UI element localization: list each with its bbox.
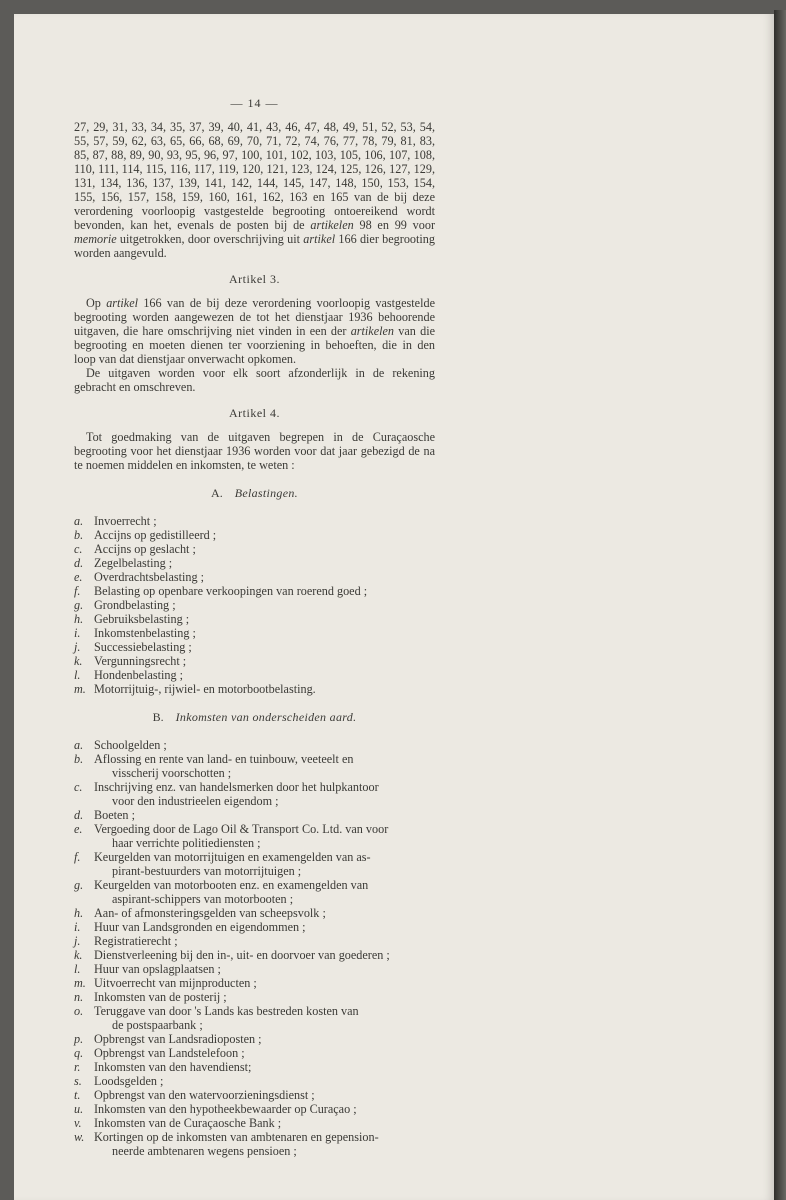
list-item (74, 654, 435, 668)
list-letter: s. (74, 1074, 82, 1088)
paragraph-artikel-166 (74, 296, 435, 366)
para2-italic-artikel: artikel (106, 296, 139, 310)
list-item (74, 556, 435, 570)
list-text (94, 1088, 435, 1102)
list-text: Successiebelasting ; (94, 640, 192, 654)
list-text (94, 976, 435, 990)
list-letter: c. (74, 780, 83, 794)
list-item (74, 878, 435, 906)
paragraph-goedmaking: Tot goedmaking van de uitgaven begrepen in de Curaçaosche begrooting voor het dienstjaar 1936 worden voor dat jaar gebezigd de na te noemen middelen en inkomsten, te weten : (74, 430, 435, 472)
document-page (14, 14, 774, 1200)
list-letter: t. (74, 1088, 81, 1102)
section-a-prefix: A. (211, 486, 223, 500)
list-text-line: Keurgelden van motorrijtuigen en examengelden van as- (94, 850, 371, 864)
list-letter: l. (74, 668, 81, 682)
list-text: Belasting op openbare verkoopingen van roerend goed ; (94, 584, 368, 598)
list-text-continuation: pirant-bestuurders van motorrijtuigen ; (112, 864, 302, 878)
list-text-line: Dienstverleening bij den in-, uit- en doorvoer van goederen ; (94, 948, 390, 962)
para1-italic-artikel: artikel (303, 232, 336, 246)
list-text-line: Opbrengst van Landstelefoon ; (94, 1046, 245, 1060)
para1-text-3: uitgetrokken, door overschrijving uit (116, 232, 304, 246)
list-item (74, 514, 435, 528)
heading-artikel-3: Artikel 3. (229, 272, 280, 286)
list-letter: h. (74, 906, 84, 920)
list-letter: q. (74, 1046, 84, 1060)
list-text: Vergunningsrecht ; (94, 654, 187, 668)
list-letter: b. (74, 752, 84, 766)
list-text-line: Aflossing en rente van land- en tuinbouw, veeteelt en (94, 752, 354, 766)
list-item (74, 976, 435, 990)
list-text (94, 1116, 435, 1130)
list-item (74, 682, 435, 696)
list-text (94, 1074, 435, 1088)
list-item (74, 738, 435, 752)
paragraph-uitgaven: De uitgaven worden voor elk soort afzonderlijk in de rekening gebracht en omschreven. (74, 366, 435, 394)
list-letter: g. (74, 598, 84, 612)
list-text (94, 822, 435, 850)
list-text: Invoerrecht ; (94, 514, 157, 528)
list-letter: i. (74, 920, 81, 934)
list-letter: d. (74, 556, 84, 570)
list-text (94, 962, 435, 976)
list-text-line: Teruggave van door 's Lands kas bestreden kosten van (94, 1004, 359, 1018)
list-item (74, 906, 435, 920)
list-text-line: Aan- of afmonsteringsgelden van scheepsvolk ; (94, 906, 326, 920)
list-text-line: Huur van Landsgronden en eigendommen ; (94, 920, 306, 934)
list-letter: h. (74, 612, 84, 626)
para1-italic-memorie: memorie (74, 232, 117, 246)
para1-text-2: 98 en 99 voor (353, 218, 436, 232)
page-content (74, 96, 435, 1158)
para2-text-3: van die begrooting en moeten dienen ter voorziening in behoeften, die in den loop van dat dienstjaar onverwacht opkomen. (74, 324, 435, 366)
list-item (74, 1074, 435, 1088)
list-text: Gebruiksbelasting ; (94, 612, 190, 626)
list-text: Accijns op gedistilleerd ; (94, 528, 217, 542)
list-text-continuation: aspirant-schippers van motorbooten ; (112, 892, 294, 906)
list-text-continuation: neerde ambtenaren wegens pensioen ; (112, 1144, 297, 1158)
section-b-prefix: B. (152, 710, 164, 724)
list-letter: e. (74, 570, 83, 584)
list-item (74, 990, 435, 1004)
list-item (74, 542, 435, 556)
list-letter: b. (74, 528, 84, 542)
list-text (94, 1102, 435, 1116)
list-text: Zegelbelasting ; (94, 556, 173, 570)
list-text-continuation: de postspaarbank ; (112, 1018, 203, 1032)
list-text-line: Huur van opslagplaatsen ; (94, 962, 221, 976)
list-text: Inkomstenbelasting ; (94, 626, 196, 640)
list-text-line: Opbrengst van den watervoorzieningsdienst ; (94, 1088, 315, 1102)
list-letter: a. (74, 514, 84, 528)
list-item (74, 668, 435, 682)
list-letter: u. (74, 1102, 84, 1116)
list-item (74, 640, 435, 654)
list-letter: c. (74, 542, 83, 556)
list-text-line: Inkomsten van de posterij ; (94, 990, 227, 1004)
para1-text-1: 27, 29, 31, 33, 34, 35, 37, 39, 40, 41, 43, 46, 47, 48, 49, 51, 52, 53, 54, 55, 57, 59, 62, 63, 65, 66, 68, 69, 70, 71, 72, 74, 76, 77, 78, 79, 81, 83, 85, 87, 88, 89, 90, 93, 95, 96, 97, 100, 101, 102, 103, 105, 106, 107, 108, 110, 111, 114, 115, 116, 117, 119, 120, 121, 123, 124, 125, 126, 127, 129, 131, 134, 136, 137, 139, 141, 142, 144, 145, 147, 148, 150, 153, 154, 155, 156, 157, 158, 159, 160, 161, 162, 163 en 165 van de bij deze verordening voorloopig vastgestelde begrooting ontoereikend wordt bevonden, kan het, evenals de posten bij de (74, 120, 435, 232)
list-item (74, 822, 435, 850)
list-item (74, 1130, 435, 1158)
list-text (94, 808, 435, 822)
page-number: — 14 — (230, 96, 279, 110)
list-letter: k. (74, 948, 83, 962)
list-item (74, 1004, 435, 1032)
list-item (74, 934, 435, 948)
list-letter: p. (74, 1032, 84, 1046)
list-text (94, 1046, 435, 1060)
list-text-line: Schoolgelden ; (94, 738, 167, 752)
list-letter: v. (74, 1116, 82, 1130)
list-letter: r. (74, 1060, 81, 1074)
page-edge-shadow (774, 10, 786, 1200)
list-text (94, 752, 435, 780)
list-text-line: Registratierecht ; (94, 934, 178, 948)
list-item (74, 626, 435, 640)
list-text: Accijns op geslacht ; (94, 542, 196, 556)
list-text-line: Inkomsten van den hypotheekbewaarder op Curaçao ; (94, 1102, 357, 1116)
para2-text-2: 166 van de bij deze verordening voorloopig vastgestelde begrooting worden aangewezen de tot het dienstjaar 1936 behoorende uitgaven, die hare omschrijving niet vinden in een der (74, 296, 435, 338)
list-item (74, 1116, 435, 1130)
list-text (94, 934, 435, 948)
list-text-line: Inkomsten van de Curaçaosche Bank ; (94, 1116, 282, 1130)
list-text-line: Kortingen op de inkomsten van ambtenaren en gepension- (94, 1130, 379, 1144)
list-text (94, 1060, 435, 1074)
list-text-continuation: visscherij voorschotten ; (112, 766, 232, 780)
para2-text-1: Op (86, 296, 107, 310)
list-letter: i. (74, 626, 81, 640)
list-text-line: Boeten ; (94, 808, 135, 822)
list-text (94, 780, 435, 808)
list-letter: f. (74, 850, 81, 864)
list-text: Overdrachtsbelasting ; (94, 570, 204, 584)
list-text (94, 920, 435, 934)
list-item (74, 850, 435, 878)
list-text (94, 1032, 435, 1046)
list-letter: m. (74, 976, 86, 990)
list-letter: g. (74, 878, 84, 892)
list-text-line: Uitvoerrecht van mijnproducten ; (94, 976, 257, 990)
inkomsten-list (74, 738, 435, 1158)
list-item (74, 598, 435, 612)
list-letter: f. (74, 584, 81, 598)
list-text (94, 948, 435, 962)
list-text (94, 738, 435, 752)
section-b-heading (74, 710, 435, 724)
list-letter: d. (74, 808, 84, 822)
list-letter: l. (74, 962, 81, 976)
list-item (74, 962, 435, 976)
list-text (94, 990, 435, 1004)
list-letter: j. (74, 934, 81, 948)
list-letter: k. (74, 654, 83, 668)
list-item (74, 1032, 435, 1046)
list-letter: n. (74, 990, 84, 1004)
list-text: Motorrijtuig-, rijwiel- en motorbootbelasting. (94, 682, 316, 696)
list-letter: w. (74, 1130, 85, 1144)
list-item (74, 612, 435, 626)
list-text-line: Loodsgelden ; (94, 1074, 164, 1088)
list-item (74, 1088, 435, 1102)
list-text: Hondenbelasting ; (94, 668, 184, 682)
belastingen-list (74, 514, 435, 696)
list-text (94, 906, 435, 920)
list-item (74, 780, 435, 808)
list-item (74, 752, 435, 780)
list-text-continuation: voor den industrieelen eigendom ; (112, 794, 279, 808)
list-item (74, 808, 435, 822)
list-item (74, 584, 435, 598)
list-letter: a. (74, 738, 84, 752)
para1-italic-artikelen: artikelen (310, 218, 354, 232)
list-item (74, 570, 435, 584)
heading-artikel-4: Artikel 4. (229, 406, 280, 420)
list-text (94, 878, 435, 906)
list-item (74, 1046, 435, 1060)
list-letter: o. (74, 1004, 84, 1018)
list-letter: j. (74, 640, 81, 654)
list-letter: m. (74, 682, 86, 696)
list-text (94, 850, 435, 878)
section-b-title: Inkomsten van onderscheiden aard. (175, 710, 357, 724)
list-text-continuation: haar verrichte politiediensten ; (112, 836, 261, 850)
section-a-heading (74, 486, 435, 500)
list-text-line: Keurgelden van motorbooten enz. en examengelden van (94, 878, 369, 892)
list-text: Grondbelasting ; (94, 598, 176, 612)
list-item (74, 528, 435, 542)
list-text-line: Opbrengst van Landsradioposten ; (94, 1032, 262, 1046)
list-letter: e. (74, 822, 83, 836)
list-text-line: Inschrijving enz. van handelsmerken door het hulpkantoor (94, 780, 379, 794)
list-item (74, 1102, 435, 1116)
paragraph-budget-articles (74, 120, 435, 260)
list-text (94, 1130, 435, 1158)
list-text-line: Vergoeding door de Lago Oil & Transport Co. Ltd. van voor (94, 822, 389, 836)
list-text (94, 1004, 435, 1032)
para1-text-4: 166 dier begrooting worden aangevuld. (74, 232, 435, 260)
list-item (74, 920, 435, 934)
list-item (74, 948, 435, 962)
para2-italic-artikelen: artikelen (350, 324, 395, 338)
list-text-line: Inkomsten van den havendienst; (94, 1060, 252, 1074)
section-a-title: Belastingen. (234, 486, 298, 500)
list-item (74, 1060, 435, 1074)
